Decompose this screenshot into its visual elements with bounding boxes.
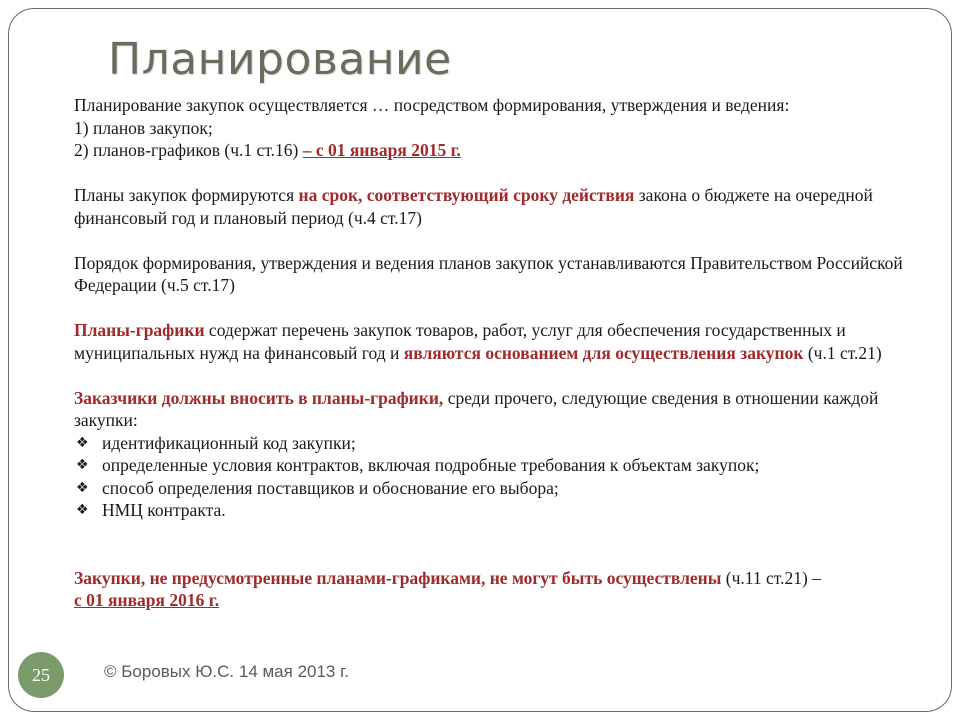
planning-intro-text: Планирование закупок осуществляется … посредством формирования, утверждения и ведения: [74, 95, 790, 115]
plan-term-highlight: на срок, соответствующий сроку действия [298, 185, 635, 205]
list-item [74, 477, 934, 500]
slide-footer: © Боровых Ю.С. 14 мая 2013 г. [104, 662, 349, 681]
paragraph-customers [74, 387, 934, 432]
schedule-details-list [74, 432, 934, 522]
customers-text: среди прочего, следующие сведения в отношении каждой закупки: [74, 387, 879, 430]
schedules-basis-highlight: являются основанием для осуществления закупок [403, 342, 804, 363]
paragraph-unplanned-purchases [74, 567, 934, 612]
list-item-text: НМЦ контракта. [102, 500, 226, 520]
paragraph-government-order [74, 252, 934, 297]
customers-highlight: Заказчики должны вносить в планы-графики, [74, 387, 444, 408]
paragraph-planning [74, 94, 934, 162]
date-2016-highlight: с 01 января 2016 г. [74, 590, 220, 610]
paragraph-plan-term [74, 184, 934, 229]
diamond-bullet-icon: ❖ [76, 479, 89, 496]
unplanned-text: (ч.11 ст.21) – [721, 567, 821, 588]
plan-term-text-1: Планы закупок формируются [74, 185, 299, 205]
slide-title: Планирование [108, 34, 452, 85]
schedules-text-2: (ч.1 ст.21) [803, 342, 882, 363]
list-item [74, 499, 934, 522]
schedules-highlight: Планы-графики [74, 320, 205, 340]
diamond-bullet-icon: ❖ [76, 434, 89, 451]
diamond-bullet-icon: ❖ [76, 502, 89, 518]
schedules-text-1: содержат перечень закупок товаров, работ, услуг для обеспечения государственных и муниципальных нужд на финансовый год и [74, 320, 846, 363]
plans-item-1: 1) планов закупок; [74, 117, 213, 138]
plans-item-2: 2) планов-графиков (ч.1 ст.16) [74, 140, 303, 160]
page-number-badge: 25 [18, 652, 64, 698]
list-item [74, 454, 934, 477]
paragraph-schedules [74, 319, 934, 364]
date-2015-highlight: – с 01 января 2015 г. [302, 140, 461, 160]
unplanned-highlight: Закупки, не предусмотренные планами-графиками, не могут быть осуществлены [74, 567, 722, 588]
list-item-text: определенные условия контрактов, включая подробные требования к объектам закупок; [102, 455, 760, 475]
list-item-text: идентификационный код закупки; [102, 432, 356, 453]
plan-term-text-2: закона о бюджете на очередной финансовый год и плановый период (ч.4 ст.17) [74, 185, 873, 228]
government-order-text: Порядок формирования, утверждения и ведения планов закупок устанавливаются Правительством Российской Федерации (ч.5 ст.17) [74, 252, 903, 295]
slide-content [74, 94, 934, 612]
diamond-bullet-icon: ❖ [76, 457, 89, 473]
list-item-text: способ определения поставщиков и обоснование его выбора; [102, 477, 559, 498]
list-item [74, 432, 934, 455]
